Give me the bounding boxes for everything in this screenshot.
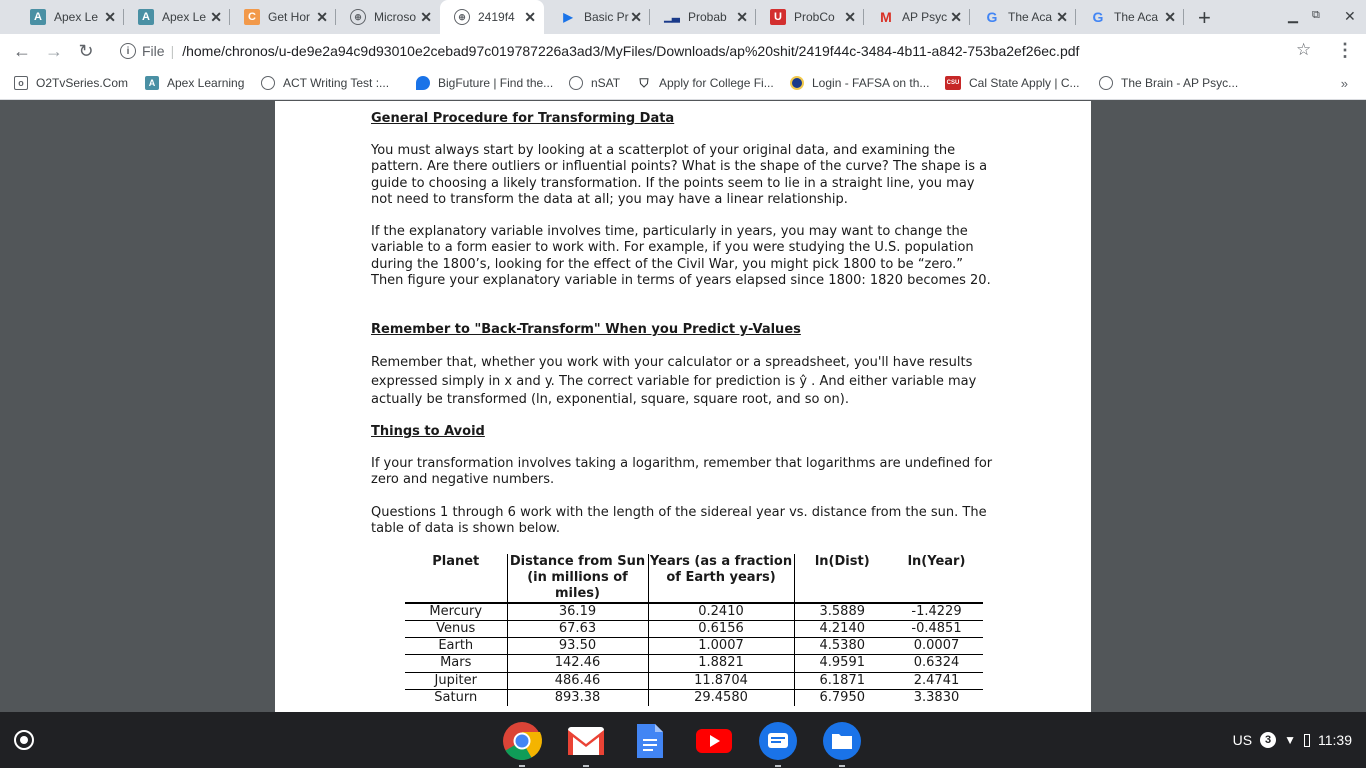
bookmark-bigfuture[interactable] (416, 76, 553, 90)
info-icon[interactable]: i (120, 43, 136, 59)
apex-icon: A (30, 9, 46, 25)
bookmark-label: Apply for College Fi... (659, 76, 774, 90)
tab-probco[interactable] (756, 0, 864, 34)
forward-icon[interactable]: → (45, 40, 63, 61)
browser-toolbar (0, 34, 1366, 68)
bookmark-label: Apex Learning (167, 76, 245, 90)
apex-icon: A (145, 76, 159, 90)
close-icon[interactable]: ✕ (950, 9, 962, 25)
fafsa-icon (790, 76, 804, 90)
tab-label: ProbCo (794, 10, 835, 24)
tab-label: Apex Le (162, 10, 207, 24)
tab-label: AP Psyc (902, 10, 948, 24)
tab-the-academy-1[interactable] (970, 0, 1076, 34)
bookmark-the-brain[interactable] (1099, 76, 1238, 90)
close-icon[interactable]: ✕ (630, 9, 642, 25)
tab-label: The Aca (1008, 10, 1053, 24)
table-cell: 0.2410 (648, 603, 794, 621)
tab-label: Microso (374, 10, 417, 24)
table-cell: 11.8704 (648, 672, 794, 689)
heading-transforming-data: General Procedure for Transforming Data (371, 111, 675, 126)
globe-icon (569, 76, 583, 90)
restore-icon[interactable]: ⧉ (1312, 9, 1320, 21)
tab-probability[interactable] (650, 0, 756, 34)
tab-apex-learning-1[interactable] (16, 0, 124, 34)
tab-apex-learning-2[interactable] (124, 0, 230, 34)
bookmark-label: O2TvSeries.Com (36, 76, 129, 90)
table-cell: 1.0007 (648, 638, 794, 655)
table-cell: Venus (405, 621, 507, 638)
pdf-page (275, 101, 1091, 721)
close-icon[interactable]: ✕ (736, 9, 748, 25)
globe-icon (1099, 76, 1113, 90)
tab-strip (0, 0, 1366, 34)
header-ln-dist: ln(Dist) (794, 554, 890, 603)
address-bar[interactable] (110, 37, 1324, 65)
table-cell: 4.9591 (794, 655, 890, 672)
notification-badge: 3 (1260, 732, 1276, 748)
bookmark-fafsa[interactable] (790, 76, 929, 90)
paragraph-logarithms: If your transformation involves taking a logarithm, remember that logarithms are undefined for zero and negative numbers. (371, 456, 993, 488)
table-cell: 1.8821 (648, 655, 794, 672)
new-tab-icon[interactable]: + (1198, 5, 1211, 30)
table-cell: 0.0007 (890, 638, 983, 655)
input-method: US (1232, 732, 1253, 748)
bookmark-cal-state[interactable] (945, 76, 1080, 90)
heading-back-transform: Remember to "Back-Transform" When you Predict y-Values (371, 322, 801, 337)
battery-icon (1304, 734, 1310, 747)
close-icon[interactable]: ✕ (844, 9, 856, 25)
youtube-app[interactable] (694, 721, 734, 761)
tab-label: Basic Pr (584, 10, 629, 24)
close-icon[interactable]: ✕ (210, 9, 222, 25)
table-cell: 0.6156 (648, 621, 794, 638)
tab-label: Probab (688, 10, 727, 24)
table-cell: 36.19 (507, 603, 648, 621)
tab-active-pdf[interactable] (440, 0, 544, 34)
globe-icon (261, 76, 275, 90)
bookmark-o2tvseries[interactable] (14, 76, 128, 90)
bigfuture-icon (416, 76, 430, 90)
system-shelf (0, 712, 1366, 768)
tab-microsoft[interactable] (336, 0, 440, 34)
heading-things-to-avoid: Things to Avoid (371, 424, 485, 439)
close-icon[interactable]: ✕ (316, 9, 328, 25)
table-cell: 0.6324 (890, 655, 983, 672)
header-ln-year: ln(Year) (907, 554, 966, 569)
close-icon[interactable]: ✕ (420, 9, 432, 25)
tab-ap-psych[interactable] (864, 0, 970, 34)
table-cell: Saturn (405, 689, 507, 706)
table-cell: 67.63 (507, 621, 648, 638)
table-row (405, 689, 983, 706)
tab-label: 2419f4 (478, 10, 515, 24)
bookmark-apex-learning[interactable] (145, 76, 244, 90)
table-cell: 893.38 (507, 689, 648, 706)
table-cell: Jupiter (405, 672, 507, 689)
docs-icon (635, 722, 665, 760)
minimize-icon[interactable]: ▁ (1288, 8, 1298, 23)
u-logo-icon: U (770, 9, 786, 25)
files-icon (822, 721, 862, 761)
pdf-viewer[interactable] (0, 101, 1366, 712)
url-text[interactable]: /home/chronos/u-de9e2a94c9d93010e2cebad97c019787226a3ad3/MyFiles/Downloads/ap%20shit/2419f44c-3484-4b11-a842-753ba2ef26ec.pdf (182, 43, 1080, 59)
table-cell: 6.7950 (794, 689, 890, 706)
paragraph-questions: Questions 1 through 6 work with the length of the sidereal year vs. distance from the sun. The table of data is shown below. (371, 505, 987, 537)
gmail-icon (566, 725, 606, 757)
close-icon[interactable]: ✕ (104, 9, 116, 25)
launcher-icon[interactable] (14, 730, 34, 750)
apex-icon: A (138, 9, 154, 25)
status-tray[interactable] (1233, 728, 1352, 752)
bookmark-label: ACT Writing Test :... (283, 76, 390, 90)
gmail-app[interactable] (566, 721, 606, 761)
google-icon: G (1092, 9, 1104, 25)
tab-label: The Aca (1114, 10, 1159, 24)
files-app[interactable] (822, 721, 862, 761)
chart-icon: ▁▃ (664, 11, 680, 23)
shield-icon: ⛉ (639, 75, 649, 90)
play-circle-icon: ▶ (563, 10, 573, 24)
table-cell: Earth (405, 638, 507, 655)
header-planet: Planet (432, 554, 480, 569)
close-icon[interactable]: ✕ (524, 9, 536, 25)
youtube-icon (695, 727, 733, 755)
table-cell: 3.3830 (890, 689, 983, 706)
clock: 11:39 (1318, 732, 1352, 748)
messages-icon (758, 721, 798, 761)
paragraph-explanatory-time: If the explanatory variable involves time, particularly in years, you may want to change the variable to a form easier to work with. For example, if you were studying the U.S. population during the 1800’s, looking for the effect of the Civil War, you might pick 1800 to be “zero.” Then figure your explanatory variable in terms of years elapsed since 1800: 1820 becomes 20. (371, 224, 991, 288)
table-cell: 4.5380 (794, 638, 890, 655)
file-label: File (142, 43, 165, 59)
table-cell: 4.2140 (794, 621, 890, 638)
globe-icon: ⊕ (454, 9, 470, 25)
messages-app[interactable] (758, 721, 798, 761)
header-years: Years (as a fraction of Earth years) (648, 554, 794, 603)
chrome-app[interactable] (502, 721, 542, 761)
back-icon[interactable]: ← (13, 40, 31, 61)
table-cell: 3.5889 (794, 603, 890, 621)
globe-icon: ⊕ (350, 9, 366, 25)
table-cell: 2.4741 (890, 672, 983, 689)
c-logo-icon: C (244, 9, 260, 25)
bookmark-label: Login - FAFSA on th... (812, 76, 930, 90)
table-row (405, 603, 983, 621)
bookmark-label: The Brain - AP Psyc... (1121, 76, 1239, 90)
bookmark-star-icon[interactable]: ☆ (1296, 40, 1312, 59)
table-cell: -1.4229 (890, 603, 983, 621)
table-cell: Mars (405, 655, 507, 672)
table-cell: 93.50 (507, 638, 648, 655)
window-close-icon[interactable]: ✕ (1344, 8, 1356, 24)
chrome-icon (502, 721, 542, 761)
bookmark-label: Cal State Apply | C... (969, 76, 1080, 90)
bookmark-act-writing[interactable] (261, 76, 389, 90)
close-icon[interactable]: ✕ (1164, 9, 1176, 25)
bookmark-label: BigFuture | Find the... (438, 76, 554, 90)
paragraph-prediction: Remember that, whether you work with your calculator or a spreadsheet, you'll have results expressed simply in x and y. The correct variable for prediction is ŷ . And either variable may actually be transformed (ln, exponential, square, square root, and so on). (371, 355, 977, 407)
table-cell: 142.46 (507, 655, 648, 672)
paragraph-scatterplot: You must always start by looking at a scatterplot of your original data, and examining the pattern. Are there outliers or influential points? What is the shape of the curve? The shape is a guide to choosing a likely transformation. If the points seem to lie in a straight line, you may not need to transform the data at all; you may have a linear relationship. (371, 143, 988, 207)
tab-the-academy-2[interactable] (1076, 0, 1184, 34)
planet-data-table (405, 554, 983, 706)
table-cell: 486.46 (507, 672, 648, 689)
table-cell: 6.1871 (794, 672, 890, 689)
tab-label: Apex Le (54, 10, 99, 24)
more-bookmarks-icon[interactable]: » (1340, 76, 1348, 91)
table-cell: -0.4851 (890, 621, 983, 638)
table-row (405, 621, 983, 638)
google-icon: G (986, 9, 998, 25)
gmail-icon: M (880, 9, 892, 25)
reload-icon[interactable]: ↻ (78, 40, 94, 61)
table-cell: 29.4580 (648, 689, 794, 706)
docs-app[interactable] (630, 721, 670, 761)
table-row (405, 655, 983, 672)
bookmarks-bar (0, 68, 1366, 100)
bookmark-label: nSAT (591, 76, 621, 90)
tab-label: Get Hor (268, 10, 311, 24)
bookmark-apply-college[interactable] (637, 76, 774, 90)
table-row (405, 672, 983, 689)
table-cell: Mercury (405, 603, 507, 621)
o2tv-icon: o (14, 76, 28, 90)
wifi-icon: ▼ (1284, 733, 1296, 747)
close-icon[interactable]: ✕ (1056, 9, 1068, 25)
header-distance: Distance from Sun (in millions of miles) (507, 554, 648, 603)
csu-icon: CSU (945, 76, 961, 90)
tab-get-home[interactable] (230, 0, 336, 34)
tab-basic-probability[interactable] (546, 0, 650, 34)
separator: | (170, 43, 175, 59)
menu-icon[interactable]: ⋮ (1336, 40, 1354, 60)
bookmark-nsat[interactable] (569, 76, 620, 90)
table-row (405, 638, 983, 655)
